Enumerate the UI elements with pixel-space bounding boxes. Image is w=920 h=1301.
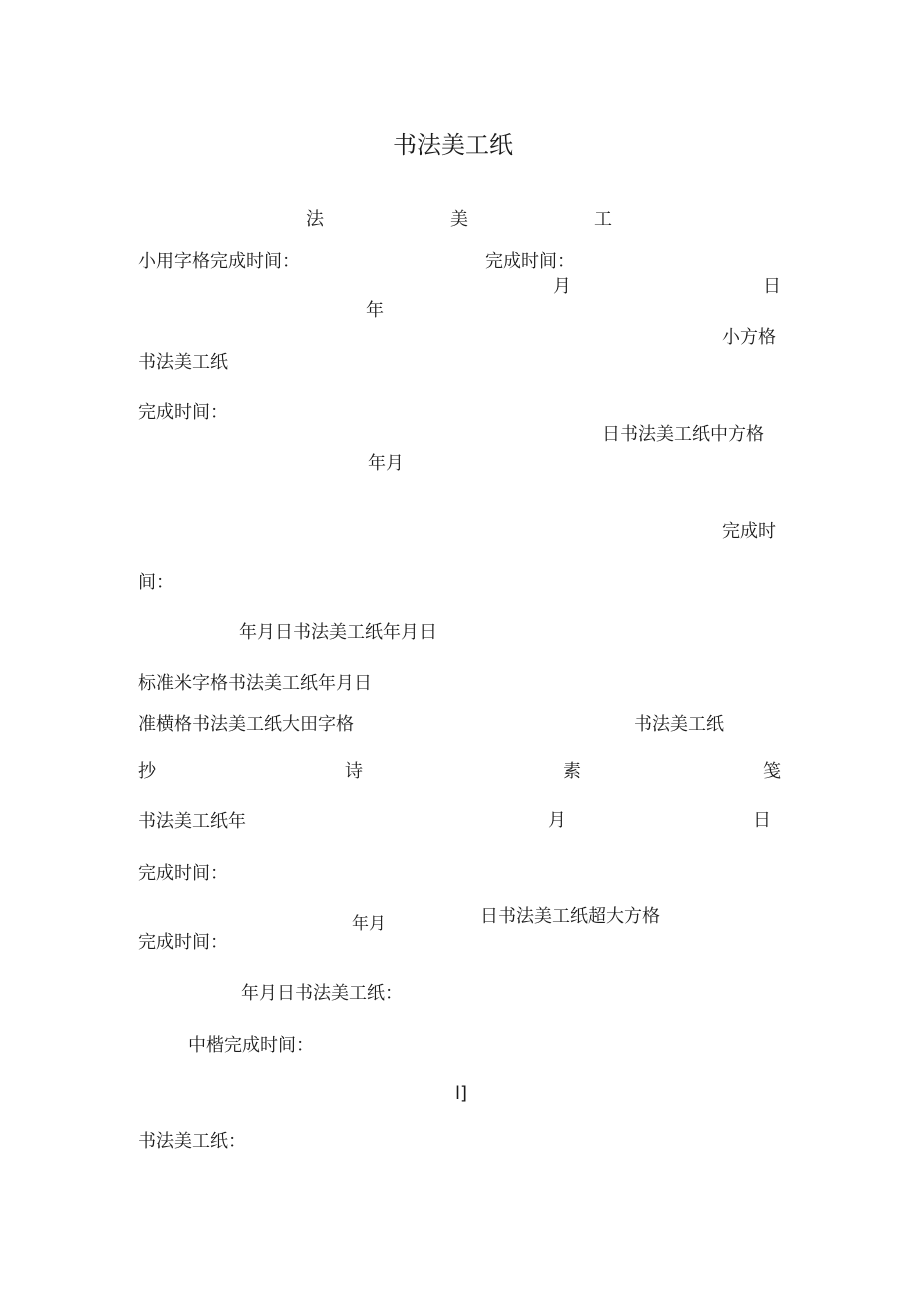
text-line: 小用字格完成时间： bbox=[138, 251, 300, 272]
text-line: 年月日书法美工纸： bbox=[241, 983, 403, 1004]
text-line: 标准米字格书法美工纸年月日 bbox=[138, 673, 372, 694]
text-line: 年月 bbox=[368, 453, 404, 474]
text-line: 完成时间： bbox=[138, 402, 228, 423]
text-line: 月 bbox=[548, 810, 566, 831]
text-line: 月 bbox=[553, 276, 571, 297]
heading-char-1: 法 bbox=[306, 209, 324, 230]
text-line: 书法美工纸 bbox=[634, 714, 724, 735]
text-line: 书法美工纸 bbox=[138, 352, 228, 373]
text-line: 日 bbox=[763, 276, 781, 297]
text-char: 抄 bbox=[138, 761, 156, 782]
text-line: 小方格 bbox=[722, 327, 776, 348]
text-line: 完成时间： bbox=[138, 932, 228, 953]
text-char: 诗 bbox=[345, 761, 363, 782]
text-line: 年月日书法美工纸年月日 bbox=[239, 622, 437, 643]
text-line: 完成时 bbox=[722, 521, 776, 542]
page-title: 书法美工纸 bbox=[393, 131, 513, 159]
text-line: 书法美工纸年 bbox=[138, 811, 246, 832]
text-line: 日书法美工纸超大方格 bbox=[480, 906, 660, 927]
text-line: 年月 bbox=[352, 914, 386, 934]
text-line: 间： bbox=[138, 572, 174, 593]
text-char: 素 bbox=[563, 761, 581, 782]
text-line: 准横格书法美工纸大田字格 bbox=[138, 714, 354, 735]
text-line: 日 bbox=[753, 810, 771, 831]
heading-char-3: 工 bbox=[594, 209, 612, 230]
text-line: 年 bbox=[366, 300, 384, 321]
text-line: l] bbox=[455, 1083, 468, 1104]
text-char: 笺 bbox=[763, 761, 781, 782]
text-line: 日书法美工纸中方格 bbox=[602, 424, 764, 445]
text-line: 完成时间： bbox=[138, 863, 228, 884]
text-line: 中楷完成时间： bbox=[188, 1035, 314, 1056]
heading-char-2: 美 bbox=[450, 209, 468, 230]
text-line: 书法美工纸： bbox=[138, 1131, 246, 1152]
text-line: 完成时间： bbox=[485, 251, 575, 272]
